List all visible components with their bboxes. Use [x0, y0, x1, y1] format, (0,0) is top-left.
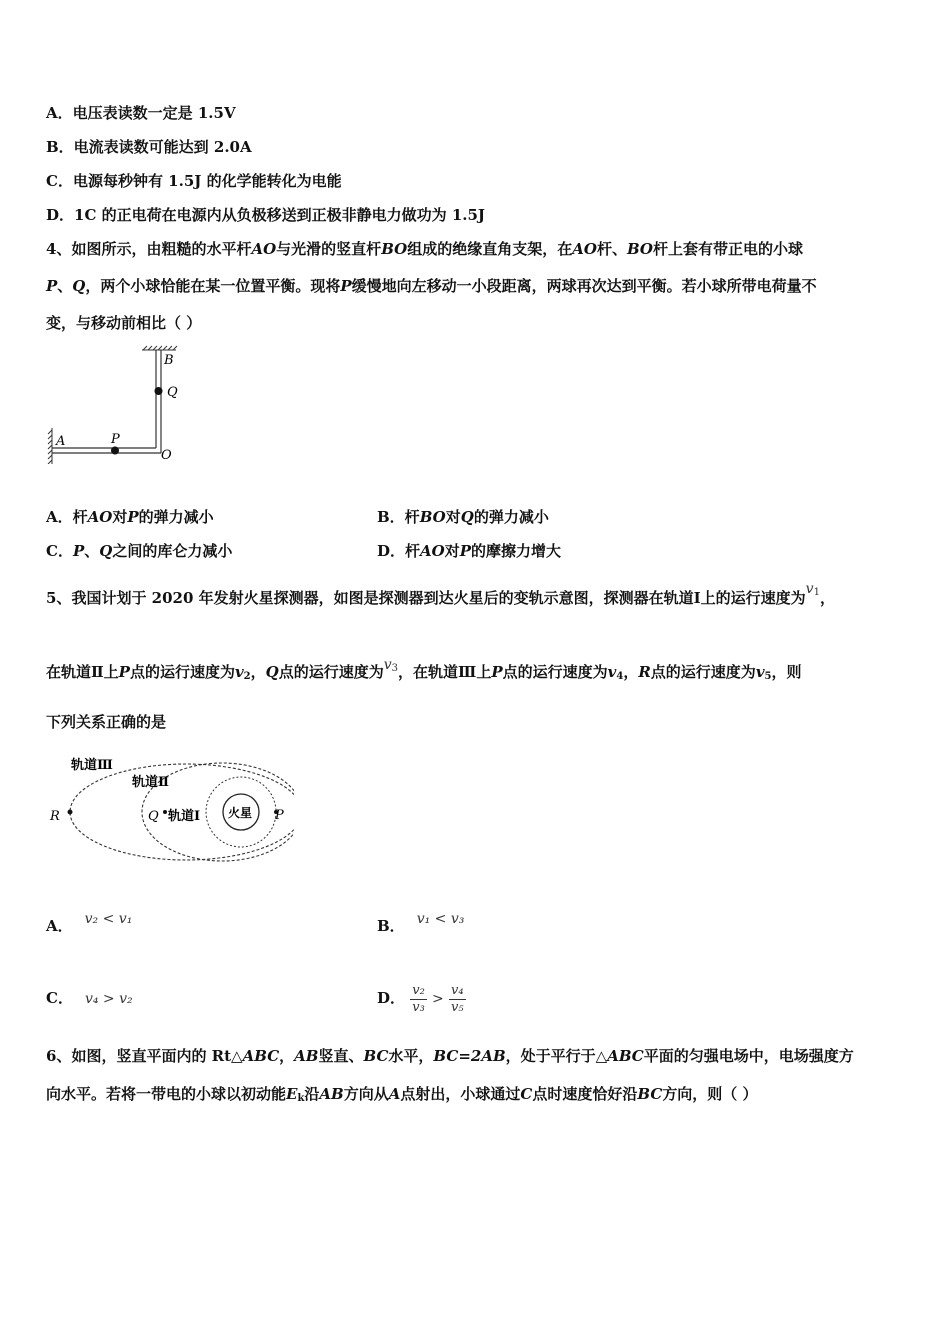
label-p: P — [111, 432, 120, 447]
wall-hatch — [48, 428, 52, 464]
label-o: O — [161, 448, 172, 463]
q3-option-d: D．1C 的正电荷在电源内从负极移送到正极非静电力做功为 1.5J — [46, 206, 486, 224]
q5-line-2: 在轨道Ⅱ上P点的运行速度为$v_2$，Q点的运行速度为$v_3$，在轨道Ⅲ上P点的运行速度为$v_4$，R点的运行速度为$v_5$，则 — [46, 657, 802, 682]
label-b: B — [164, 353, 174, 368]
q6-line-2: 向水平。若将一带电的小球以初动能$E_k$沿AB方向从A点射出，小球通过C点时速度恰好沿BC方向，则（ ） — [46, 1085, 758, 1104]
label-q: Q — [148, 809, 159, 824]
q3-option-a: A．电压表读数一定是 1.5V — [46, 104, 236, 122]
label-orbit-3: 轨道Ⅲ — [71, 758, 113, 773]
horizontal-rod-ao — [52, 448, 161, 453]
q4-option-d: D．杆AO对P的摩擦力增大 — [377, 542, 562, 560]
vertical-rod-bo — [156, 350, 161, 453]
label-mars: 火星 — [228, 806, 253, 820]
point-q — [163, 810, 167, 814]
q5-option-c: C． v₄ > v₂ — [46, 989, 133, 1007]
q3-option-b: B．电流表读数可能达到 2.0A — [46, 138, 252, 156]
q4-option-b: B．杆BO对Q的弹力减小 — [377, 508, 549, 526]
q3-option-c: C．电源每秒钟有 1.5J 的化学能转化为电能 — [46, 172, 342, 190]
q4-option-c: C．P、Q之间的库仑力减小 — [46, 542, 233, 560]
label-p: P — [275, 808, 284, 823]
q5-option-d: D． $\frac{\text{v₂}}{\text{v₃}}$ > $\frac{\text{v₄}}{\text{v₅}}$ — [377, 982, 464, 1015]
q4-line-3: 变，与移动前相比（ ） — [46, 314, 202, 332]
q4-line-1: 4、如图所示，由粗糙的水平杆AO与光滑的竖直杆BO组成的绝缘直角支架，在AO杆、BO杆上套有带正电的小球 — [46, 240, 804, 258]
q5-line-1: 5、我国计划于 2020 年发射火星探测器，如图是探测器到达火星后的变轨示意图，探测器在轨道Ⅰ上的运行速度为$v_1$， — [46, 581, 835, 607]
q5-line-3: 下列关系正确的是 — [46, 713, 167, 731]
label-orbit-1: 轨道Ⅰ — [168, 809, 201, 824]
q6-line-1: 6、如图，竖直平面内的 Rt△ABC，AB竖直、BC水平，BC=2AB，处于平行于△ABC平面的匀强电场中，电场强度方 — [46, 1047, 854, 1065]
label-q: Q — [167, 385, 178, 400]
q5-option-a: A． v₂ < v₁ — [46, 911, 133, 935]
label-a: A — [56, 434, 66, 449]
q5-orbit-figure — [44, 750, 294, 862]
label-orbit-2: 轨道Ⅱ — [132, 775, 169, 790]
ceiling-hatch — [142, 346, 177, 350]
point-r — [68, 810, 73, 815]
q4-figure — [42, 344, 192, 464]
q4-line-2: P、Q，两个小球恰能在某一位置平衡。现将P缓慢地向左移动一小段距离，两球再次达到平衡。若小球所带电荷量不 — [46, 277, 817, 295]
ball-q — [155, 387, 163, 395]
q5-option-b: B． v₁ < v₃ — [377, 911, 465, 935]
q4-option-a: A．杆AO对P的弹力减小 — [46, 508, 214, 526]
label-r: R — [50, 809, 60, 824]
ball-p — [111, 447, 119, 455]
